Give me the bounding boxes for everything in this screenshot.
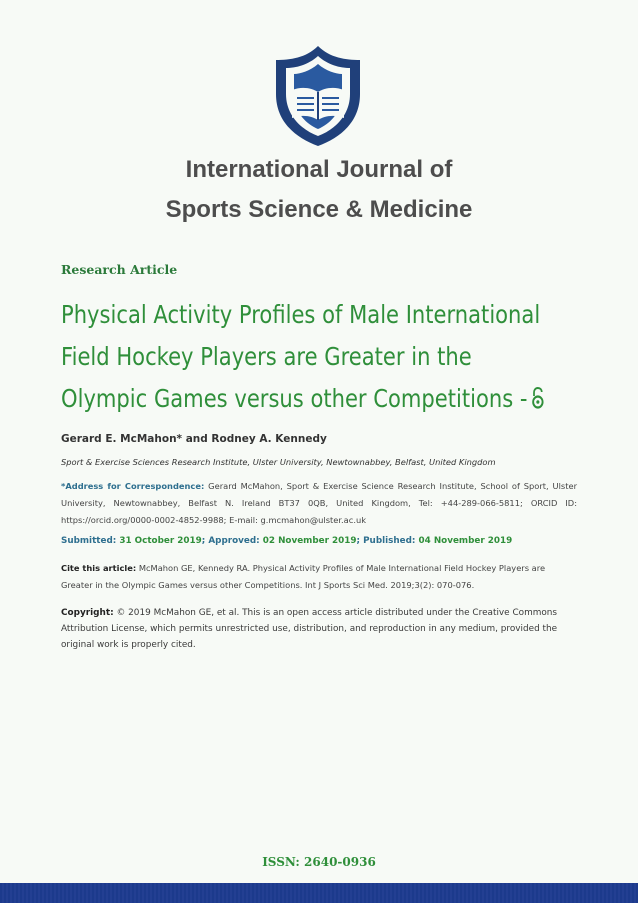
submitted-label: Submitted: bbox=[61, 536, 117, 546]
correspondence-text: Gerard McMahon, Sport & Exercise Science Research Institute, School of Sport, Ulster University, Newtownabbey, Belfast N. Ireland BT37 0QB, United Kingdom, Tel: +44-289-066-5811; ORCID ID: https://orcid.org/0000-0002-4852-9988; E-mail: g.mcmahon@ulster.ac.uk bbox=[61, 481, 577, 525]
journal-name-line2: Sports Science & Medicine bbox=[165, 196, 473, 223]
approved-date: 02 November 2019 bbox=[262, 536, 357, 546]
article-type: Research Article bbox=[61, 262, 178, 277]
journal-name-line1: International Journal of bbox=[185, 156, 453, 183]
date-separator: ; bbox=[201, 536, 206, 546]
correspondence-label: *Address for Correspondence: bbox=[61, 481, 205, 491]
title-line1: Physical Activity Profiles of Male International bbox=[61, 300, 541, 329]
correspondence bbox=[61, 478, 577, 529]
copyright-text: © 2019 McMahon GE, et al. This is an open access article distributed under the Creative Commons Attribution License, which permits unrestricted use, distribution, and reproduction in any medium, provided the original work is properly cited. bbox=[61, 608, 558, 650]
footer-bar bbox=[0, 883, 638, 903]
approved-label: Approved: bbox=[208, 536, 260, 546]
copyright-label: Copyright: bbox=[61, 608, 114, 618]
citation-label: Cite this article: bbox=[61, 563, 137, 573]
citation bbox=[61, 560, 561, 594]
journal-logo-shield-book-icon bbox=[272, 44, 364, 148]
journal-name bbox=[0, 150, 638, 230]
authors: Gerard E. McMahon* and Rodney A. Kennedy bbox=[61, 433, 327, 445]
open-access-lock-icon[interactable] bbox=[531, 387, 546, 409]
title-line3-wrap bbox=[61, 378, 528, 420]
article-title bbox=[61, 294, 541, 420]
published-label: Published: bbox=[363, 536, 416, 546]
date-separator: ; bbox=[356, 536, 361, 546]
title-line3: Olympic Games versus other Competitions - bbox=[61, 384, 528, 413]
published-date: 04 November 2019 bbox=[418, 536, 513, 546]
affiliation: Sport & Exercise Sciences Research Institute, Ulster University, Newtownabbey, Belfast, United Kingdom bbox=[61, 457, 496, 467]
copyright bbox=[61, 605, 581, 653]
submitted-date: 31 October 2019 bbox=[119, 536, 202, 546]
issn: ISSN: 2640-0936 bbox=[262, 855, 376, 869]
title-line2: Field Hockey Players are Greater in the bbox=[61, 342, 472, 371]
article-dates bbox=[61, 536, 512, 546]
citation-text: McMahon GE, Kennedy RA. Physical Activity Profiles of Male International Field Hockey Players are Greater in the Olympic Games versus other Competitions. Int J Sports Sci Med. 2019;3(2): 070-076. bbox=[61, 563, 546, 590]
